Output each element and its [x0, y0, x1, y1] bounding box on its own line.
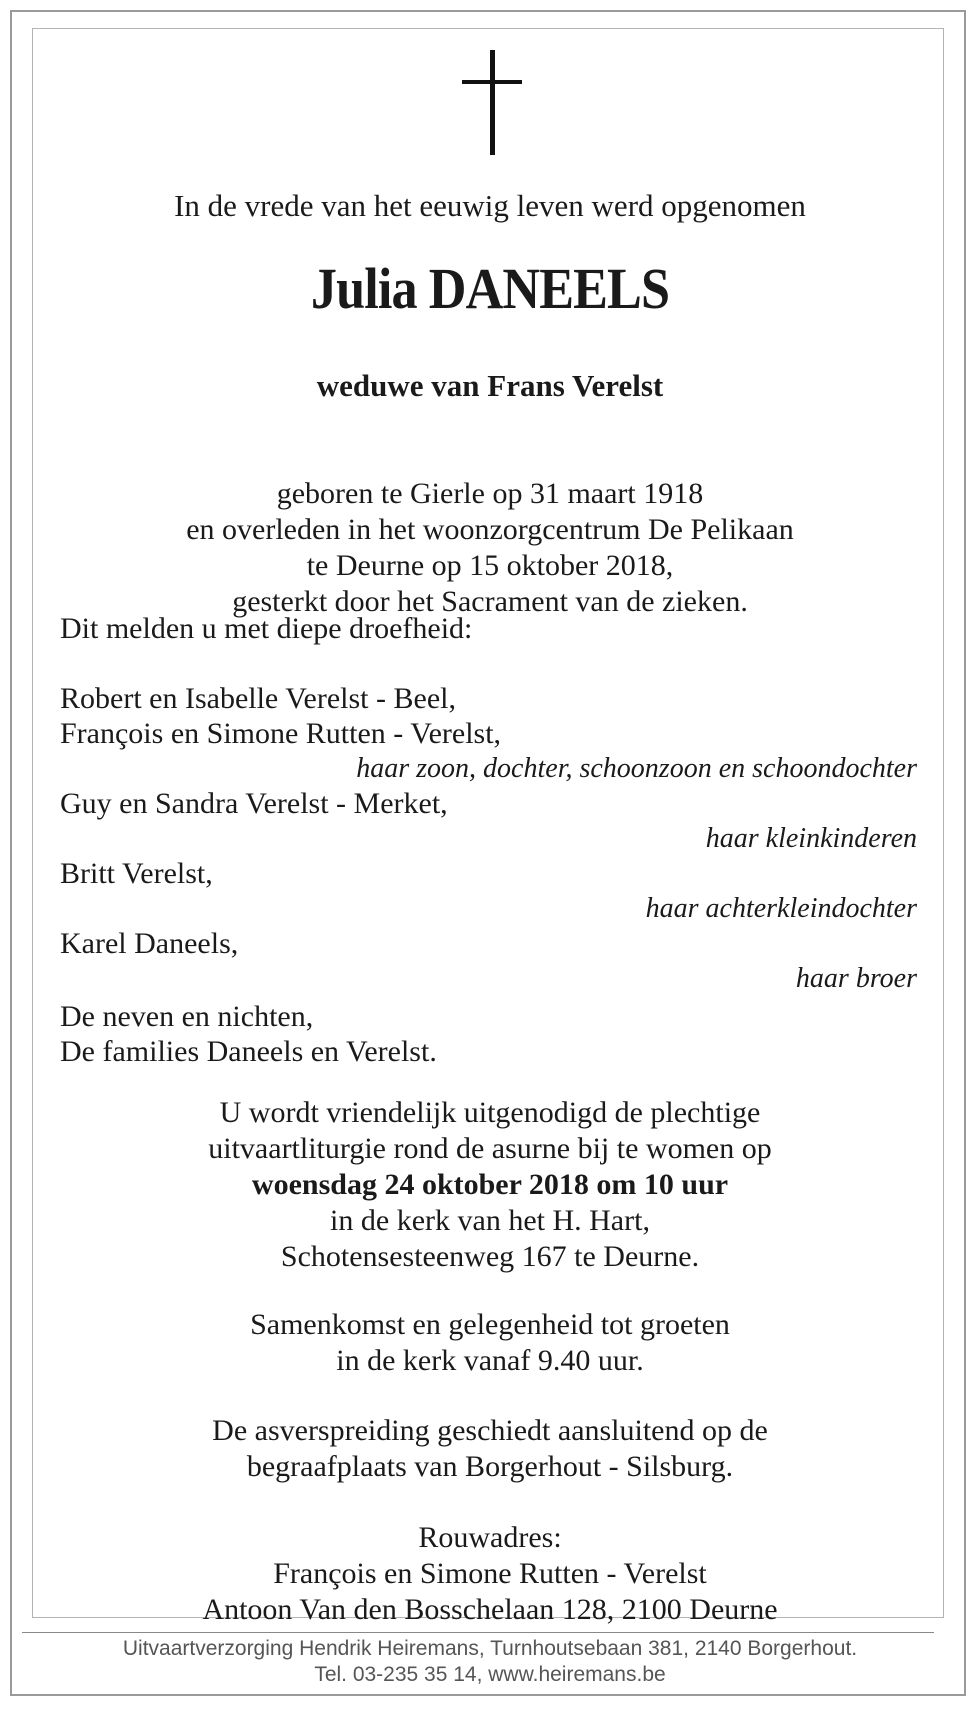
- ceremony-address: Schotensesteenweg 167 te Deurne.: [280, 1240, 700, 1273]
- address-name: François en Simone Rutten - Verelst: [273, 1557, 707, 1590]
- family-name: Guy en Sandra Verelst - Merket,: [60, 787, 448, 820]
- footer-divider: [22, 1632, 934, 1633]
- cross-icon: [462, 50, 522, 155]
- ceremony-date: woensdag 24 oktober 2018 om 10 uur: [251, 1168, 729, 1201]
- sacrament-line: gesterkt door het Sacrament van de zieken.: [232, 585, 748, 618]
- family-relation: haar achterkleindochter: [645, 893, 917, 924]
- gathering-block: [40, 1307, 940, 1379]
- footer: [40, 1636, 940, 1688]
- address-block: [40, 1520, 940, 1628]
- gathering-line: Samenkomst en gelegenheid tot groeten: [250, 1308, 730, 1341]
- family-name: De neven en nichten,: [60, 1000, 314, 1033]
- gathering-line: in de kerk vanaf 9.40 uur.: [336, 1344, 644, 1377]
- ceremony-line: uitvaartliturgie rond de asurne bij te women op: [208, 1132, 772, 1165]
- family-name: Karel Daneels,: [60, 927, 239, 960]
- address-street: Antoon Van den Bosschelaan 128, 2100 Deurne: [202, 1593, 778, 1626]
- family-relation: haar broer: [795, 963, 917, 994]
- footer-company: Uitvaartverzorging Hendrik Heiremans, Turnhoutsebaan 381, 2140 Borgerhout.: [122, 1637, 858, 1660]
- death-place-line: en overleden in het woonzorgcentrum De Pelikaan: [186, 513, 794, 546]
- intro-line: In de vrede van het eeuwig leven werd opgenomen: [174, 188, 806, 223]
- address-label: Rouwadres:: [418, 1521, 562, 1554]
- ashes-line: De asverspreiding geschiedt aansluitend op de: [212, 1414, 768, 1447]
- family-name: Robert en Isabelle Verelst - Beel,: [60, 682, 456, 715]
- family-name: De families Daneels en Verelst.: [60, 1035, 437, 1068]
- family-relation: haar kleinkinderen: [705, 823, 917, 854]
- death-date-line: te Deurne op 15 oktober 2018,: [306, 549, 674, 582]
- ashes-line: begraafplaats van Borgerhout - Silsburg.: [246, 1450, 734, 1483]
- birth-death-block: [40, 476, 940, 620]
- family-relation: haar zoon, dochter, schoonzoon en schoondochter: [356, 753, 917, 784]
- family-name: François en Simone Rutten - Verelst,: [60, 717, 502, 750]
- widow-of: weduwe van Frans Verelst: [316, 368, 664, 403]
- footer-contact: Tel. 03-235 35 14, www.heiremans.be: [314, 1663, 666, 1686]
- deceased-name: Julia DANEELS: [310, 256, 670, 321]
- announcement: Dit melden u met diepe droefheid:: [60, 612, 473, 645]
- birth-line: geboren te Gierle op 31 maart 1918: [276, 477, 704, 510]
- family-name: Britt Verelst,: [60, 857, 213, 890]
- ceremony-line: U wordt vriendelijk uitgenodigd de plechtige: [219, 1096, 761, 1129]
- ceremony-block: [40, 1095, 940, 1275]
- ashes-block: [40, 1413, 940, 1485]
- ceremony-church: in de kerk van het H. Hart,: [330, 1204, 650, 1237]
